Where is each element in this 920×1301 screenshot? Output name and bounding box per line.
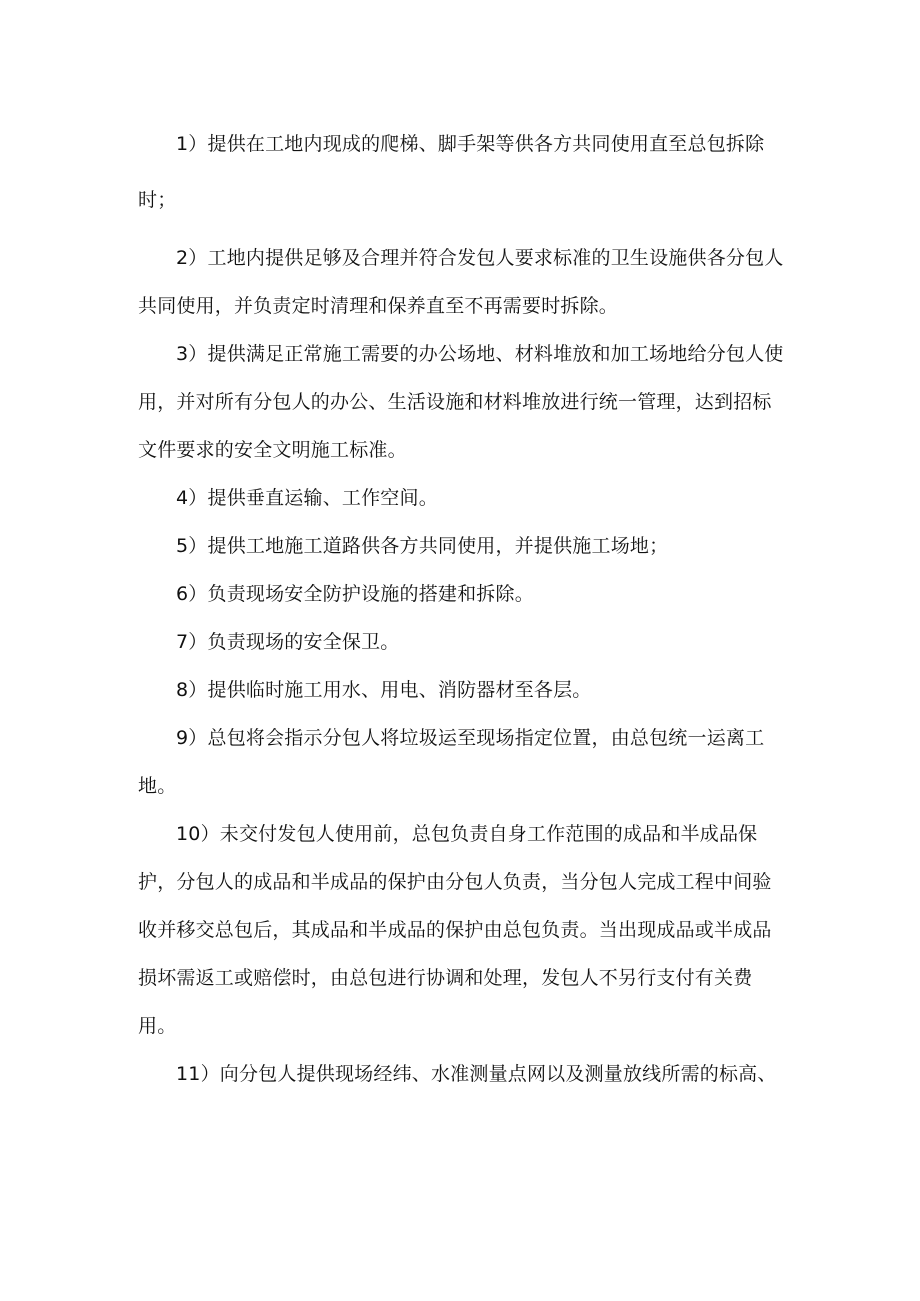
paragraph-item-5: 5）提供工地施工道路供各方共同使用，并提供施工场地； bbox=[176, 535, 669, 557]
paragraph-item-10: 10）未交付发包人使用前，总包负责自身工作范围的成品和半成品保护，分包人的成品和半成品的保护由分包人负责，当分包人完成工程中间验收并移交总包后，其成品和半成品的保护由总包负责。当出现成品或半成品损坏需返工或赔偿时，由总包进行协调和处理，发包人不另行支付有关费用。 bbox=[138, 823, 772, 1037]
paragraph-item-6: 6）负责现场安全防护设施的搭建和拆除。 bbox=[176, 583, 534, 605]
paragraph-item-1: 1）提供在工地内现成的爬梯、脚手架等供各方共同使用直至总包拆除时； bbox=[138, 133, 765, 211]
paragraph-item-7: 7）负责现场的安全保卫。 bbox=[176, 631, 400, 653]
paragraph-item-3: 3）提供满足正常施工需要的办公场地、材料堆放和加工场地给分包人使用，并对所有分包人的办公、生活设施和材料堆放进行统一管理，达到招标文件要求的安全文明施工标准。 bbox=[138, 343, 784, 461]
paragraph-item-11: 11）向分包人提供现场经纬、水准测量点网以及测量放线所需的标高、 bbox=[176, 1063, 777, 1085]
document-body bbox=[138, 116, 788, 1098]
paragraph-item-8: 8）提供临时施工用水、用电、消防器材至各层。 bbox=[176, 679, 592, 701]
paragraph-item-4: 4）提供垂直运输、工作空间。 bbox=[176, 487, 438, 509]
paragraph-item-9: 9）总包将会指示分包人将垃圾运至现场指定位置，由总包统一运离工地。 bbox=[138, 727, 765, 797]
paragraph-item-2: 2）工地内提供足够及合理并符合发包人要求标准的卫生设施供各分包人共同使用，并负责定时清理和保养直至不再需要时拆除。 bbox=[138, 247, 784, 317]
